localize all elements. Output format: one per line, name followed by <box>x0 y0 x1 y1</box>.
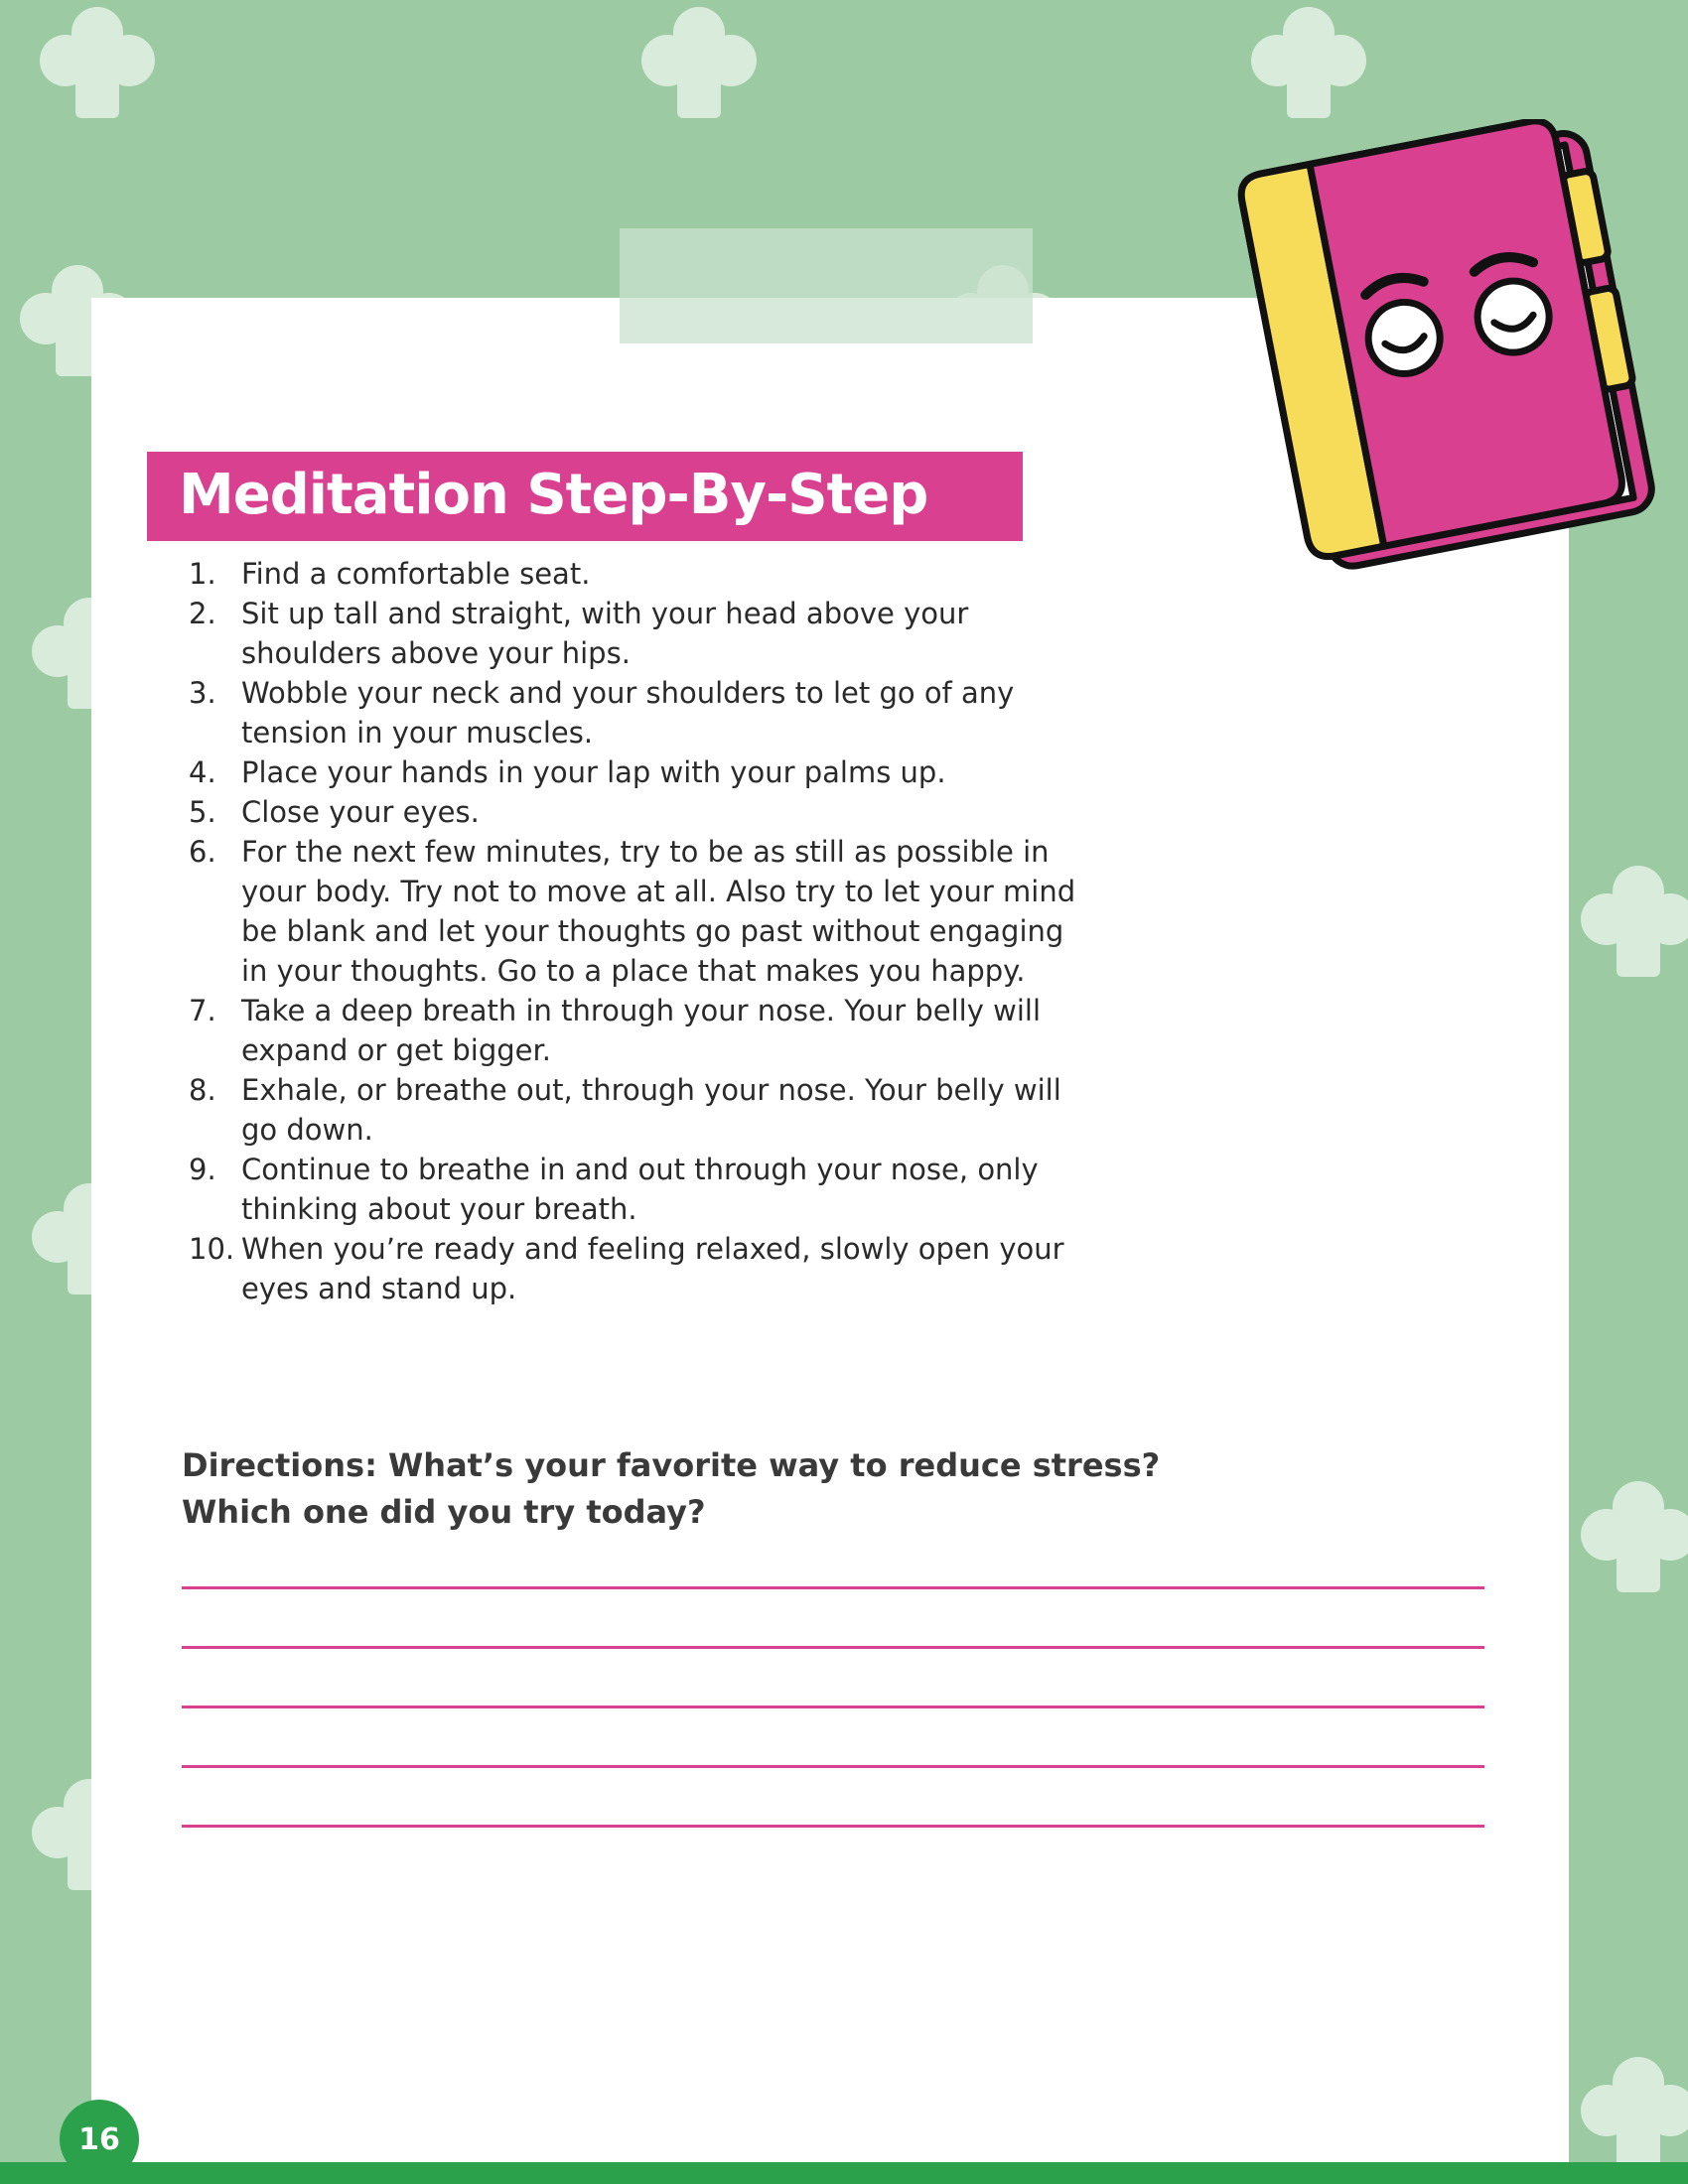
page-title: Meditation Step-By-Step <box>179 463 928 527</box>
list-item <box>189 673 1082 752</box>
step-text: Close your eyes. <box>241 795 480 829</box>
trefoil-icon <box>1569 864 1688 983</box>
step-text: Wobble your neck and your shoulders to let go of any tension in your muscles. <box>241 676 1015 750</box>
list-item <box>189 752 1082 792</box>
title-banner <box>147 452 1023 541</box>
list-item <box>189 594 1082 673</box>
step-number: 2. <box>189 597 216 630</box>
steps-list <box>189 554 1082 1308</box>
step-text: Sit up tall and straight, with your head above your shoulders above your hips. <box>241 597 969 670</box>
answer-line[interactable] <box>182 1765 1484 1768</box>
list-item <box>189 1070 1082 1150</box>
step-number: 4. <box>189 755 216 789</box>
step-text: Continue to breathe in and out through your nose, only thinking about your breath. <box>241 1153 1039 1226</box>
trefoil-icon <box>1239 5 1378 124</box>
notebook-character-icon <box>1236 119 1683 576</box>
trefoil-icon <box>1569 1479 1688 1598</box>
answer-line[interactable] <box>182 1586 1484 1589</box>
step-number: 1. <box>189 557 216 591</box>
answer-line[interactable] <box>182 1646 1484 1649</box>
footer-bar <box>0 2162 1688 2184</box>
list-item <box>189 1229 1082 1308</box>
list-item <box>189 792 1082 832</box>
step-text: Find a comfortable seat. <box>241 557 591 591</box>
page-number: 16 <box>60 2100 139 2179</box>
list-item <box>189 554 1082 594</box>
step-number: 5. <box>189 795 216 829</box>
step-number: 9. <box>189 1153 216 1186</box>
step-number: 3. <box>189 676 216 710</box>
tape-strip <box>620 228 1033 343</box>
step-text: Exhale, or breathe out, through your nose. Your belly will go down. <box>241 1073 1061 1147</box>
directions-prompt: Directions: What’s your favorite way to reduce stress? Which one did you try today? <box>182 1446 1161 1531</box>
step-text: When you’re ready and feeling relaxed, slowly open your eyes and stand up. <box>241 1232 1064 1305</box>
trefoil-icon <box>28 5 167 124</box>
step-number: 7. <box>189 994 216 1027</box>
step-number: 6. <box>189 835 216 869</box>
trefoil-icon <box>630 5 769 124</box>
answer-line[interactable] <box>182 1825 1484 1828</box>
step-number: 8. <box>189 1073 216 1107</box>
list-item <box>189 1150 1082 1229</box>
step-number: 10. <box>189 1232 235 1266</box>
step-text: For the next few minutes, try to be as still as possible in your body. Try not to move at all. Also try to let your mind be blank and let your thoughts go past without engaging in your thoughts. Go to a place that makes you happy. <box>241 835 1076 988</box>
step-text: Take a deep breath in through your nose. Your belly will expand or get bigger. <box>241 994 1042 1067</box>
step-text: Place your hands in your lap with your palms up. <box>241 755 946 789</box>
answer-line[interactable] <box>182 1706 1484 1708</box>
list-item <box>189 832 1082 991</box>
trefoil-icon <box>1569 2055 1688 2174</box>
list-item <box>189 991 1082 1070</box>
